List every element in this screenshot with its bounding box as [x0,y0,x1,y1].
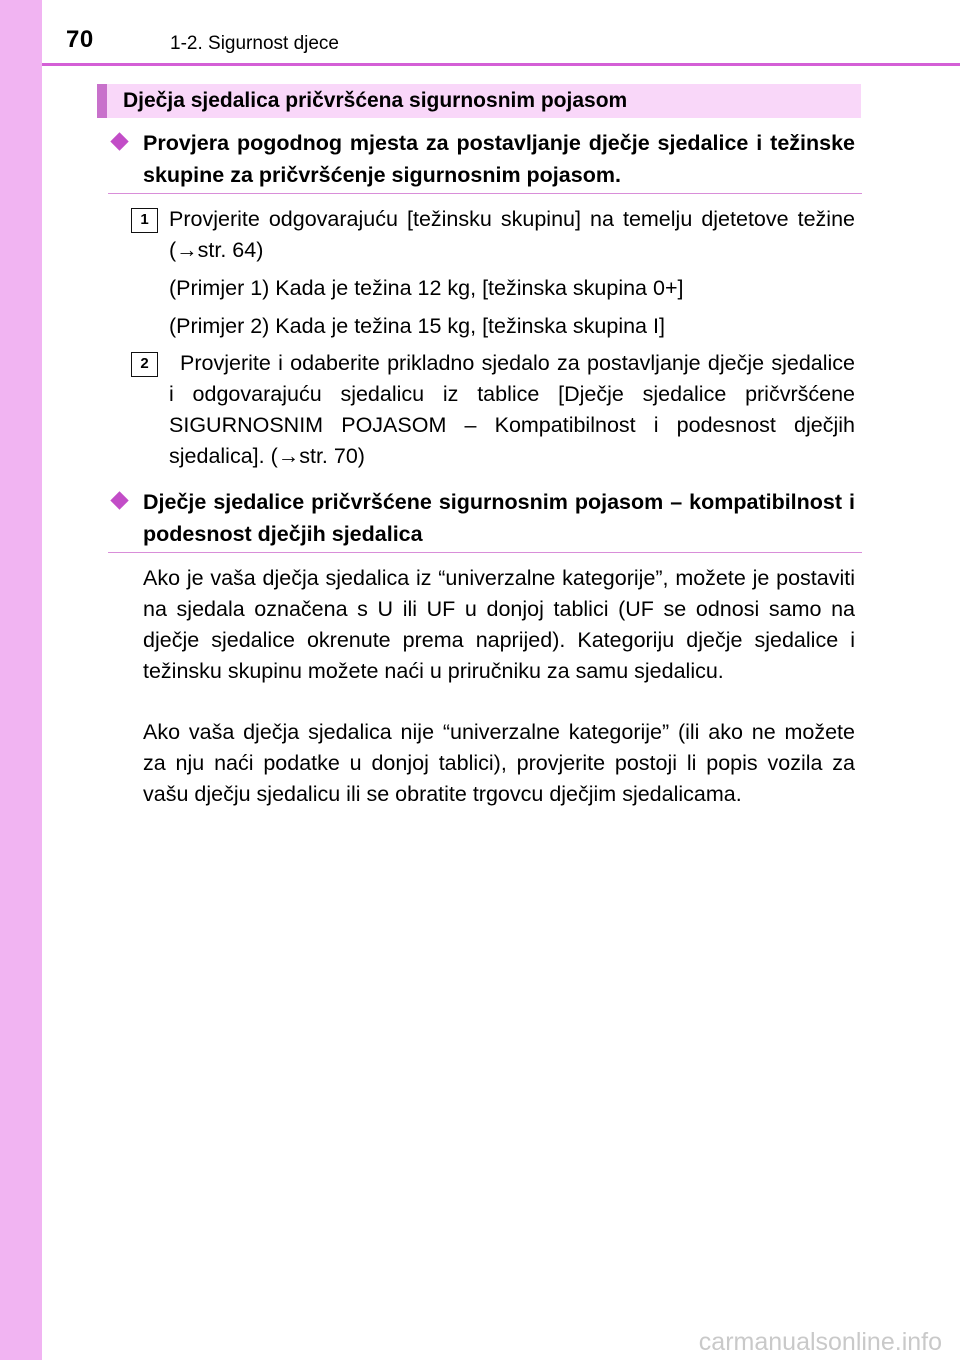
heading-underline [108,552,862,553]
section-title-box [97,84,861,118]
side-tab-bar [0,0,42,1360]
paragraph-non-universal: Ako vaša dječja sjedalica nije “univerzalne kategorije” (ili ako ne možete za nju naći podatke u donjoj tablici), provjerite postoji li popis vozila za vašu dječju sjedalicu ili se obratite trgovcu dječjim sjedalicama. [143,720,855,806]
section-breadcrumb: 1-2. Sigurnost djece [170,33,339,54]
step-number-badge: 2 [131,352,158,377]
paragraph-universal: Ako je vaša dječja sjedalica iz “univerzalne kategorije”, možete je postaviti na sjedala označena s U ili UF u donjoj tablici (UF se odnosi samo na dječje sjedalice okrenute prema naprijed). Kategoriju dječje sjedalice i težinsku skupinu možete naći u priručniku za samu sjedalicu. [143,566,855,683]
heading-compatibility: Dječje sjedalice pričvršćene sigurnosnim pojasom – kompatibilnost i podesnost dječjih sjedalica [143,490,855,546]
section-title: Dječja sjedalica pričvršćena sigurnosnim pojasom [123,89,628,112]
step-1-example-2: (Primjer 2) Kada je težina 15 kg, [težinska skupina I] [169,314,665,338]
step-number-badge: 1 [131,208,158,233]
watermark: carmanualsonline.info [698,1328,942,1356]
step-2-text: Provjerite i odaberite prikladno sjedalo za postavljanje dječje sjedalice i odgovarajuću sjedalicu iz tablice [Dječje sjedalice pričvršćene SIGURNOSNIM POJASOM – Kompatibilnost i podesnost dječjih sjedalica]. (→str. 70) [169,351,855,468]
heading-underline [108,193,862,194]
heading-seat-check: Provjera pogodnog mjesta za postavljanje dječje sjedalice i težinske skupine za pričvršćenje sigurnosnim pojasom. [143,131,855,187]
step-1-example-1: (Primjer 1) Kada je težina 12 kg, [težinska skupina 0+] [169,276,684,300]
diamond-bullet-icon [110,491,128,509]
step-1-text: Provjerite odgovarajuću [težinsku skupinu] na temelju djetetove težine (→str. 64) [169,207,855,262]
diamond-bullet-icon [110,132,128,150]
page-number: 70 [66,26,94,53]
header-rule [42,63,960,66]
